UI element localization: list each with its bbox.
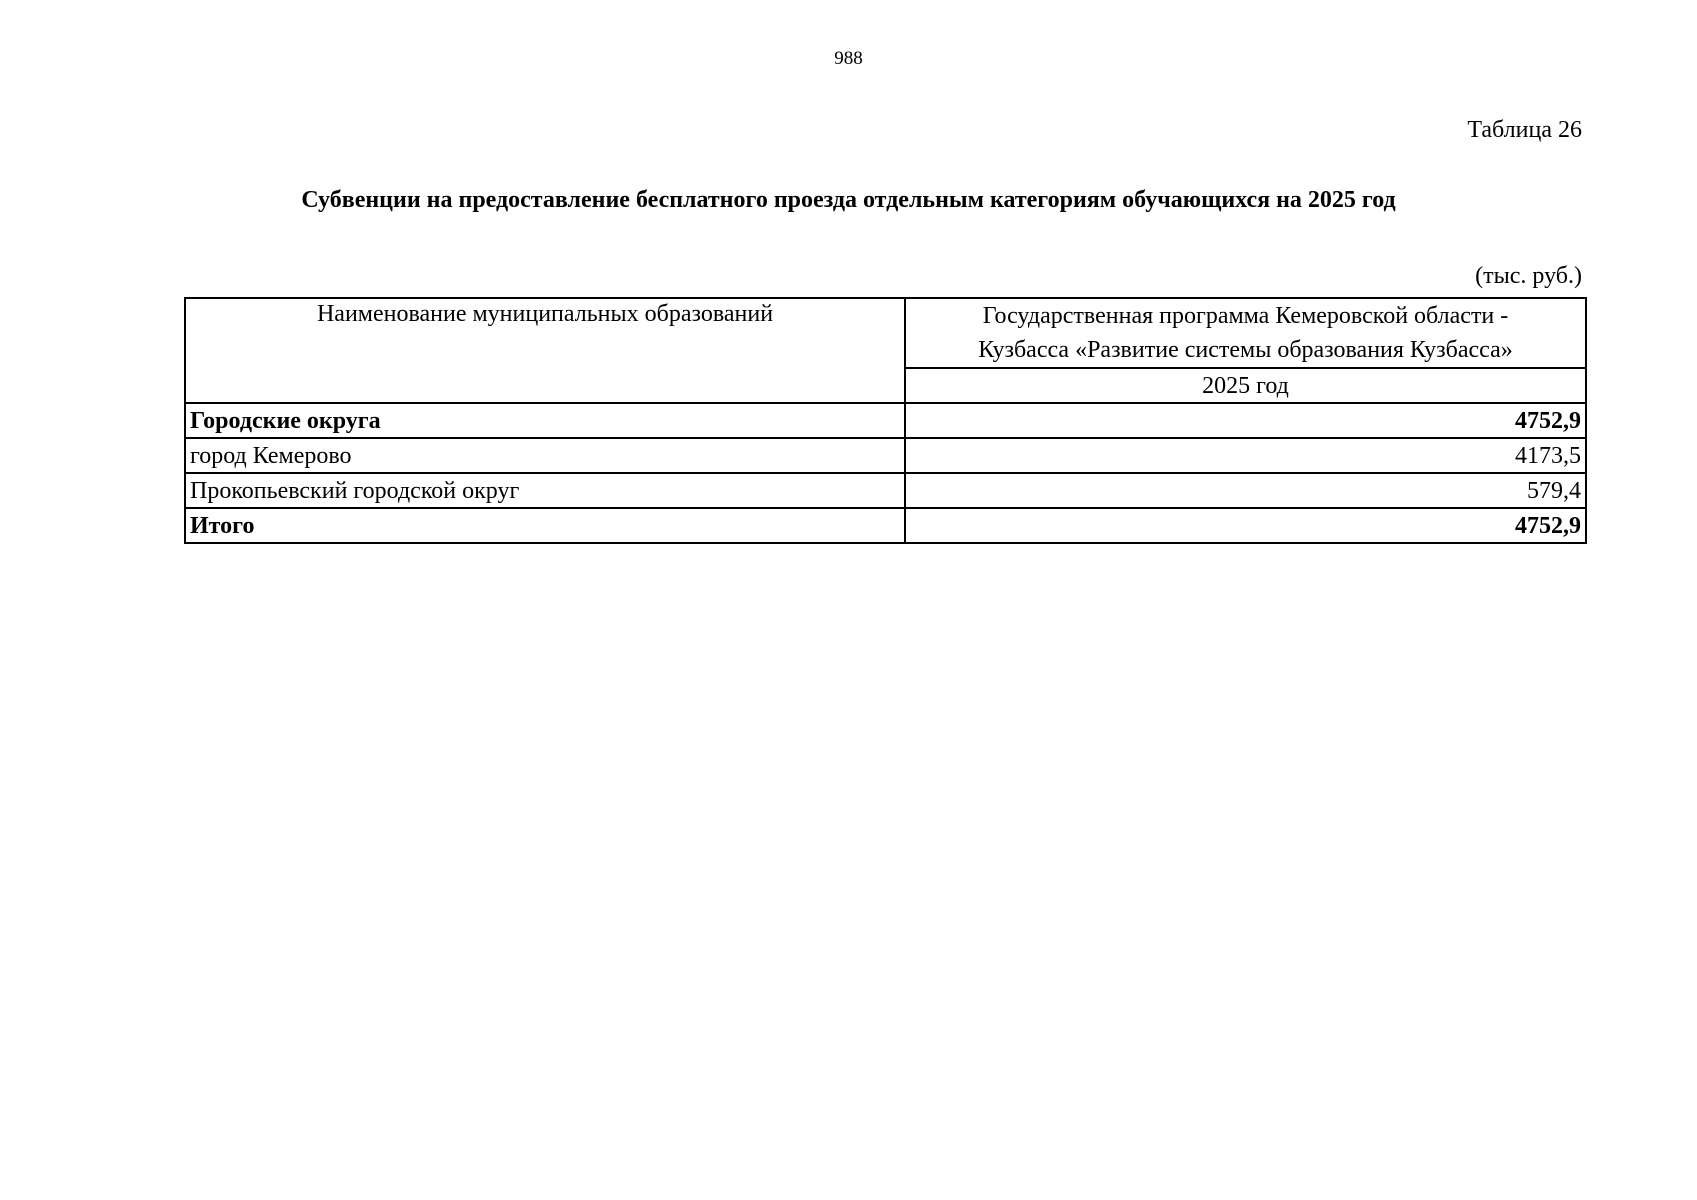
table-row-total bbox=[185, 508, 1586, 543]
header-program-line2: Кузбасса «Развитие системы образования Кузбасса» bbox=[978, 337, 1513, 363]
table-row-urban-districts bbox=[185, 403, 1586, 438]
row-name: Итого bbox=[185, 508, 905, 543]
table-header-row bbox=[185, 298, 1586, 368]
header-municipality-name: Наименование муниципальных образований bbox=[185, 298, 905, 403]
units-label: (тыс. руб.) bbox=[1475, 263, 1582, 289]
subventions-table bbox=[184, 297, 1587, 544]
row-value: 4752,9 bbox=[905, 403, 1586, 438]
row-value: 4173,5 bbox=[905, 438, 1586, 473]
header-program bbox=[905, 298, 1586, 368]
row-name: Городские округа bbox=[185, 403, 905, 438]
row-name: город Кемерово bbox=[185, 438, 905, 473]
header-program-line1: Государственная программа Кемеровской области - bbox=[982, 303, 1509, 329]
table-row-prokopyevsk bbox=[185, 473, 1586, 508]
table-label: Таблица 26 bbox=[1467, 117, 1582, 143]
page-number: 988 bbox=[834, 48, 863, 69]
header-year: 2025 год bbox=[905, 368, 1586, 403]
document-title: Субвенции на предоставление бесплатного проезда отдельным категориям обучающихся на 2025 год bbox=[301, 187, 1396, 213]
table-row-kemerovo bbox=[185, 438, 1586, 473]
row-value: 4752,9 bbox=[905, 508, 1586, 543]
row-value: 579,4 bbox=[905, 473, 1586, 508]
row-name: Прокопьевский городской округ bbox=[185, 473, 905, 508]
